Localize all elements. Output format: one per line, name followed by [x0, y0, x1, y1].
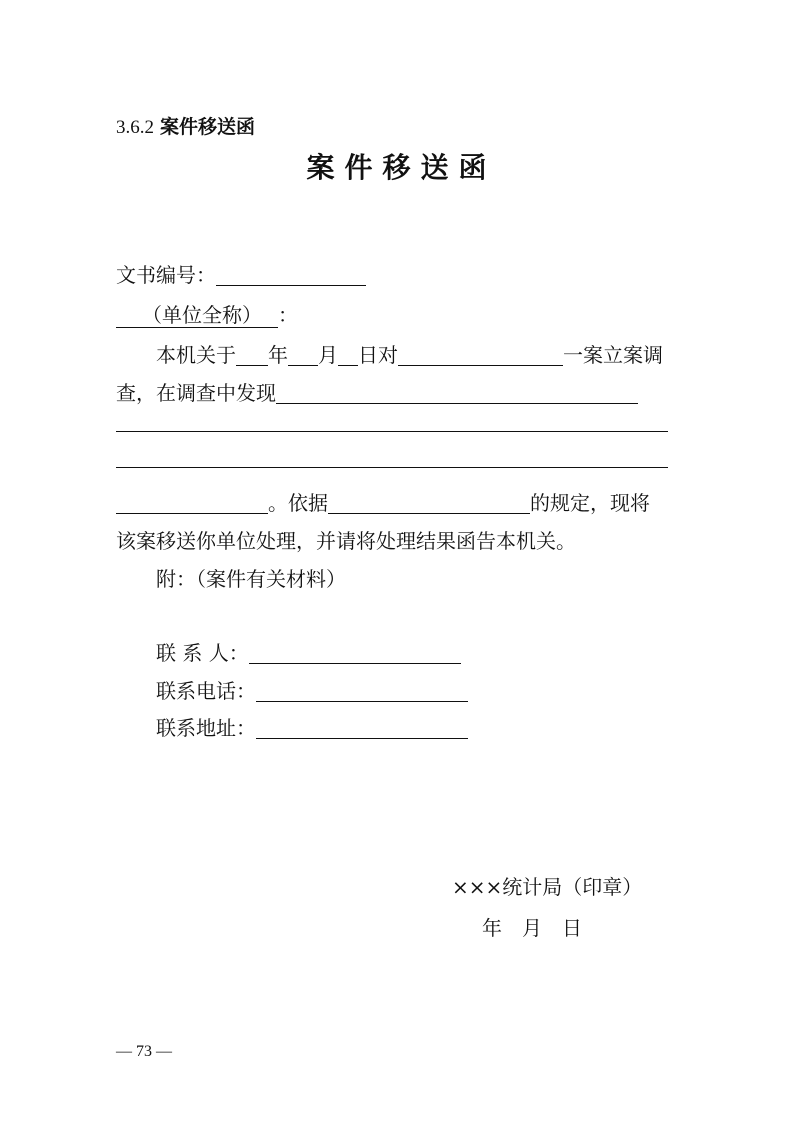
contact-person-field[interactable] [249, 643, 461, 664]
doc-number-row [116, 259, 366, 288]
findings-end-blank[interactable] [116, 493, 268, 514]
year-blank[interactable] [236, 345, 268, 366]
case-filed-text: 一案立案调 [563, 343, 663, 367]
issuer-seal: ×××统计局（印章） [452, 875, 643, 899]
regulation-text: 的规定，现将 [530, 491, 650, 515]
contact-phone-label: 联系电话： [156, 679, 256, 703]
contact-address-row [156, 712, 468, 741]
month-blank[interactable] [288, 345, 318, 366]
attachment-line: 附：（案件有关材料） [156, 567, 346, 591]
day-to-label: 日对 [358, 343, 398, 367]
body-line-5 [116, 487, 650, 516]
body-intro: 本机关于 [156, 343, 236, 367]
contact-phone-row [156, 675, 468, 704]
signature-date: 年 月 日 [482, 916, 582, 940]
contact-person-row [156, 637, 461, 666]
doc-number-blank[interactable] [216, 265, 366, 286]
year-label: 年 [268, 343, 288, 367]
document-title: 案件移送函 [306, 151, 497, 184]
recipient-field[interactable]: （单位全称） [116, 303, 278, 328]
recipient-row [116, 299, 298, 328]
month-label: 月 [318, 343, 338, 367]
found-text: 查，在调查中发现 [116, 381, 276, 405]
page-number: — 73 — [116, 1043, 172, 1060]
body-line-6: 该案移送你单位处理，并请将处理结果函告本机关。 [116, 529, 576, 553]
findings-blank[interactable] [276, 383, 638, 404]
doc-number-label: 文书编号： [116, 263, 216, 287]
recipient-colon: ： [278, 303, 298, 327]
according-text: 。依据 [268, 491, 328, 515]
findings-line-4[interactable] [116, 467, 668, 468]
day-blank[interactable] [338, 345, 358, 366]
section-heading [116, 112, 255, 139]
body-line-1 [156, 339, 663, 368]
body-line-2 [116, 377, 638, 406]
contact-address-label: 联系地址： [156, 716, 256, 740]
section-name: 案件移送函 [160, 116, 256, 138]
contact-person-label: 联 系 人： [156, 641, 249, 665]
case-name-blank[interactable] [398, 345, 563, 366]
regulation-blank[interactable] [328, 493, 530, 514]
section-number: 3.6.2 [116, 117, 154, 138]
contact-address-field[interactable] [256, 718, 468, 739]
findings-line-3[interactable] [116, 431, 668, 432]
contact-phone-field[interactable] [256, 681, 468, 702]
